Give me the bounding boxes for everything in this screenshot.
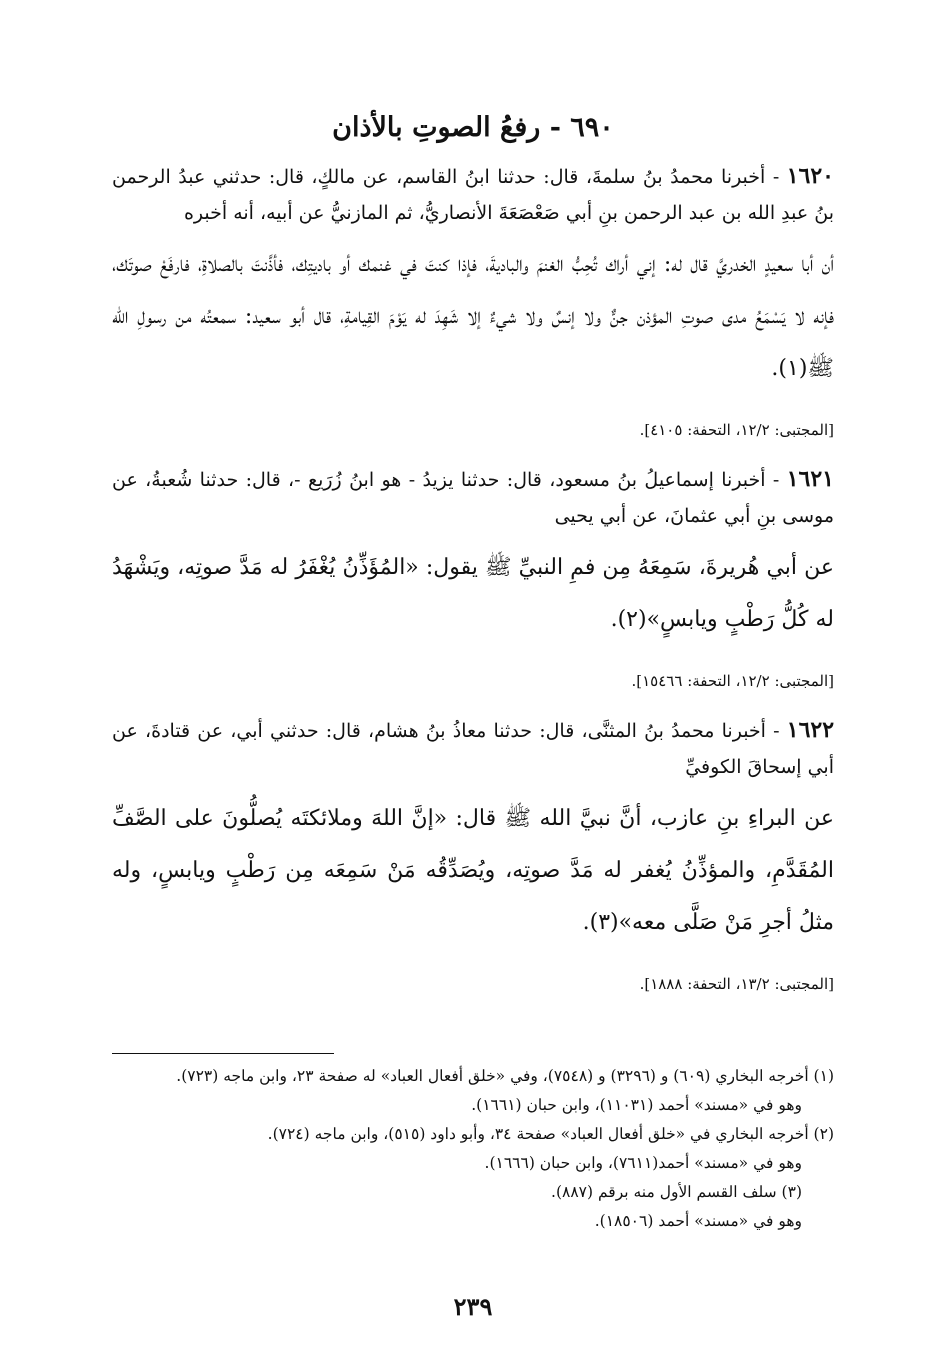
hadith-number: ١٦٢١ [786,466,834,493]
hadith-isnad: ١٦٢٠ - أخبرنا محمدُ بنُ سلمةَ، قال: حدثنا ابنُ القاسم، عن مالكٍ، قال: حدثني عبدُ الرحمن بنُ عبدِ الله بن عبد الرحمن بنِ أبي صَعْصَعَةَ الأنصاريُّ، ثم المازنيُّ عن أبيه، أنه أخبره [112,163,834,225]
footnote-divider [112,1053,334,1054]
hadith-reference: [المجتبى: ١٣/٢، التحفة: ١٨٨٨]. [639,975,834,994]
hadith-isnad: ١٦٢٢ - أخبرنا محمدُ بنُ المثنَّى، قال: حدثنا معاذُ بنُ هشام، قال: حدثني أبي، عن قتادةَ، عن أبي إسحاقَ الكوفيِّ [112,717,835,779]
footnote: (٣) سلف القسم الأول منه برقم (٨٨٧). [551,1183,802,1201]
hadith-number: ١٦٢٠ [786,163,834,190]
hadith-isnad: ١٦٢١ - أخبرنا إسماعيلُ بنُ مسعود، قال: حدثنا يزيدُ - هو ابنُ زُرَيع -، قال: حدثنا شُعبةُ، عن موسى بنِ أبي عثمانَ، عن أبي يحيى [112,466,834,528]
footnote: وهو في «مسند» أحمد (١٨٥٠٦). [594,1212,802,1230]
isnad-text: أخبرنا إسماعيلُ بنُ مسعود، قال: حدثنا يزيدُ - هو ابنُ زُرَيع -، قال: حدثنا شُعبةُ، عن موسى بنِ أبي عثمانَ، عن أبي يحيى [112,469,834,528]
hadith-1621 [112,461,834,692]
hadith-matn: عن أبي هُريرةَ، سَمِعَهُ مِن فمِ النبيِّ ﷺ يقول: «المُؤَذِّنُ يُغْفَرُ له مَدَّ صوتِه، ويَشْهَدُ له كُلُّ رَطْبٍ ويابسٍ»(٢). [112,555,834,633]
isnad-text: أخبرنا محمدُ بنُ سلمةَ، قال: حدثنا ابنُ القاسم، عن مالكٍ، قال: حدثني عبدُ الرحمن بنُ عبدِ الله بن عبد الرحمن بنِ أبي صَعْصَعَةَ الأنصاريُّ، ثم المازنيُّ عن أبيه، أنه أخبره [112,166,834,225]
hadith-1620 [112,158,834,441]
chapter-title: ٦٩٠ - رفعُ الصوتِ بالأذان [332,112,614,143]
footnote: وهو في «مسند» أحمد(٧٦١١)، وابن حبان (١٦٦٦). [484,1154,802,1172]
hadith-number: ١٦٢٢ [786,717,835,744]
hadith-reference: [المجتبى: ١٢/٢، التحفة: ١٥٤٦٦]. [631,672,834,691]
footnote: وهو في «مسند» أحمد (١١٠٣١)، وابن حبان (١٦٦١). [471,1096,802,1114]
hadith-matn: أن أبا سعيدٍ الخدريَّ قال له: إني أراك تُحِبُّ الغنمَ والباديةَ، فإذا كنتَ في غنمك أو باديتِك، فأذَّنتَ بالصلاةِ، فارفَعْ صوتَك، فإنه لا يَسْمَعُ مدى صوتِ المؤذن جنٌّ ولا إنسٌ ولا شيءٌ إلا شَهِدَ له يَوْمَ القِيامةِ، قال أبو سعيد: سمعتُه من رسولِ الله ﷺ(١). [112,252,834,382]
footnote: (١) أخرجه البخاري (٦٠٩) و (٣٢٩٦) و (٧٥٤٨)، وفي «خلق أفعال العباد» له صفحة ٢٣، وابن ماجه (٧٢٣). [176,1067,834,1085]
hadith-matn: عن البراءِ بنِ عازب، أنَّ نبيَّ الله ﷺ قال: «إنَّ اللهَ وملائكتَه يُصلُّونَ على الصَّفِّ المُقَدَّمِ، والمؤذِّنُ يُغفر له مَدَّ صوتِه، ويُصَدِّقُه مَنْ سَمِعَه مِن رَطْبٍ ويابسٍ، وله مثلُ أجرِ مَنْ صَلَّى معه»(٣). [112,806,834,936]
footnotes [112,1062,834,1236]
hadith-1622 [112,712,834,995]
page-number: ٢٣٩ [453,1292,493,1321]
footnote: (٢) أخرجه البخاري في «خلق أفعال العباد» صفحة ٣٤، وأبو داود (٥١٥)، وابن ماجه (٧٢٤). [267,1125,834,1143]
hadith-reference: [المجتبى: ١٢/٢، التحفة: ٤١٠٥]. [639,421,834,440]
isnad-text: أخبرنا محمدُ بنُ المثنَّى، قال: حدثنا معاذُ بنُ هشام، قال: حدثني أبي، عن قتادةَ، عن أبي إسحاقَ الكوفيِّ [112,720,834,779]
